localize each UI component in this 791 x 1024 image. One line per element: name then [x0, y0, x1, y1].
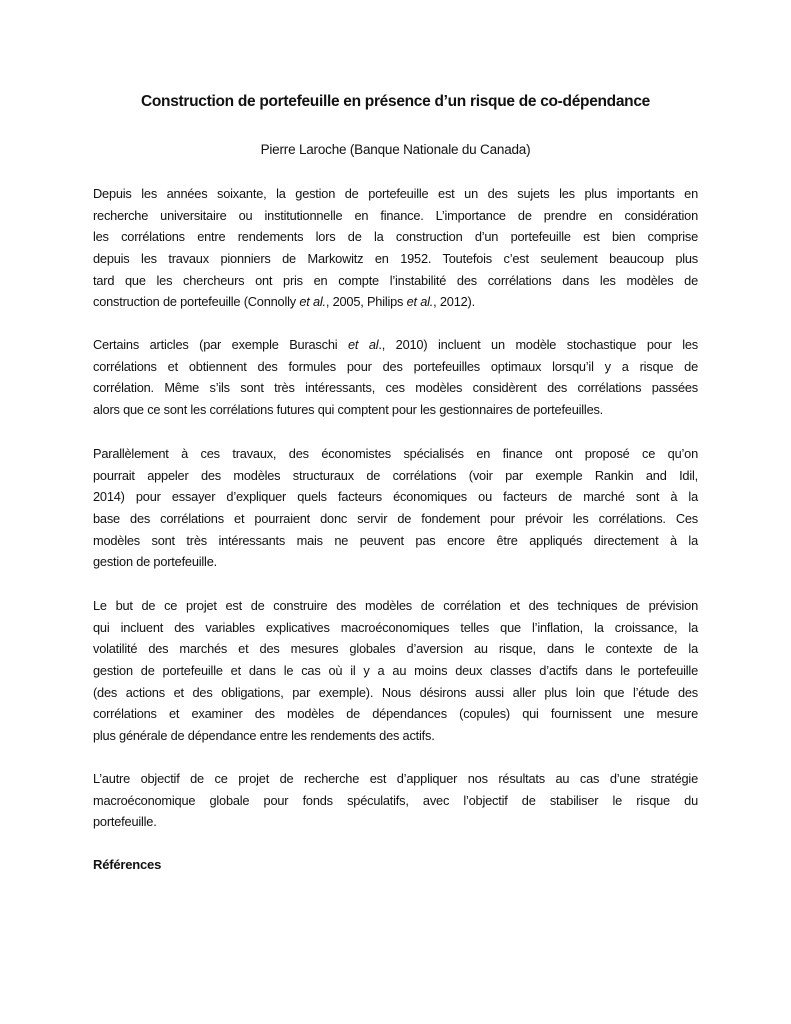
text-segment: corrélation. Même s’ils sont très intéressants, ces modèles considèrent des corrélations passées — [93, 380, 698, 396]
text-segment: ., 2010) incluent un modèle stochastique pour les — [378, 337, 698, 352]
text-segment: depuis les travaux pionniers de Markowitz en 1952. Toutefois c’est seulement beaucoup plus — [93, 251, 698, 267]
text-line — [93, 205, 698, 227]
paragraph-project-goal — [93, 595, 698, 747]
text-segment: Certains articles (par exemple Buraschi — [93, 337, 348, 352]
paragraph-intro — [93, 183, 698, 313]
text-line — [93, 703, 698, 725]
text-line — [93, 399, 698, 421]
text-segment: gestion de portefeuille. — [93, 554, 217, 570]
text-segment: base des corrélations et pourraient donc servir de fondement pour prévoir les corrélations. Ces — [93, 511, 698, 527]
references-heading: Références — [93, 857, 162, 872]
text-line — [93, 768, 698, 790]
text-segment: macroéconomique globale pour fonds spéculatifs, avec l’objectif de stabiliser le risque du — [93, 792, 698, 808]
text-segment: (des actions et des obligations, par exemple). Nous désirons aussi aller plus loin que l’étude des — [93, 684, 698, 700]
text-segment: L’autre objectif de ce projet de recherche est d’appliquer nos résultats au cas d’une stratégie — [93, 771, 698, 786]
document-title: Construction de portefeuille en présence d’un risque de co-dépendance — [141, 93, 650, 110]
text-line — [93, 465, 698, 487]
text-segment: tard que les chercheurs ont pris en compte l’instabilité des corrélations dans les modèles de — [93, 272, 698, 288]
text-segment: Parallèlement à ces travaux, des économistes spécialisés en finance ont proposé ce qu’on — [93, 446, 698, 461]
text-line — [93, 226, 698, 248]
text-line — [93, 377, 698, 399]
text-line — [93, 551, 698, 573]
text-segment: , 2012). — [433, 294, 475, 310]
text-segment: portefeuille. — [93, 814, 157, 830]
paragraph-structural-models — [93, 443, 698, 573]
text-line — [93, 183, 698, 205]
text-line — [93, 638, 698, 660]
text-segment: corrélations et obtiennent des formules pour des portefeuilles optimaux lorsqu’il y a risque de — [93, 358, 698, 374]
text-line — [93, 617, 698, 639]
text-segment: les corrélations entre rendements lors de la construction d’un portefeuille est bien comprise — [93, 229, 698, 245]
text-line — [93, 682, 698, 704]
text-segment: recherche universitaire ou institutionnelle en finance. L’importance de prendre en considération — [93, 207, 698, 223]
text-line — [93, 356, 698, 378]
paragraph-other-objective — [93, 768, 698, 833]
text-line — [93, 508, 698, 530]
text-segment: volatilité des marchés et des mesures globales d’aversion au risque, dans le contexte de la — [93, 641, 698, 657]
italic-text: et al — [347, 337, 379, 352]
text-segment: construction de portefeuille (Connolly — [93, 294, 300, 310]
text-segment: gestion de portefeuille et dans le cas où il y a au moins deux classes d’actifs dans le portefeuille — [93, 663, 698, 679]
text-segment: pourrait appeler des modèles structuraux de corrélations (voir par exemple Rankin and Idil, — [93, 467, 698, 483]
text-segment: 2014) pour essayer d’expliquer quels facteurs économiques ou facteurs de marché sont à la — [93, 489, 698, 505]
text-line — [93, 443, 698, 465]
text-line — [93, 660, 698, 682]
text-line — [93, 270, 698, 292]
text-segment: Depuis les années soixante, la gestion de portefeuille est un des sujets les plus importants en — [93, 186, 698, 201]
text-line — [93, 811, 698, 833]
text-segment: Le but de ce projet est de construire des modèles de corrélation et des techniques de prévision — [93, 598, 698, 613]
text-segment: corrélations et examiner des modèles de dépendances (copules) qui fournissent une mesure — [93, 706, 698, 722]
text-line — [93, 530, 698, 552]
text-segment: alors que ce sont les corrélations futures qui comptent pour les gestionnaires de portefeuilles. — [93, 402, 604, 418]
text-segment: , 2005, Philips — [325, 294, 407, 310]
italic-text: et al. — [299, 294, 326, 310]
text-line — [93, 725, 698, 747]
italic-text: et al. — [406, 294, 434, 310]
text-segment: modèles sont très intéressants mais ne peuvent pas encore être appliqués directement à la — [93, 532, 698, 548]
author-line: Pierre Laroche (Banque Nationale du Canada) — [260, 142, 531, 157]
text-line — [93, 486, 698, 508]
text-line — [93, 334, 698, 356]
text-segment: qui incluent des variables explicatives macroéconomiques telles que l’inflation, la croissance, la — [93, 619, 698, 635]
paragraph-stochastic-models — [93, 334, 698, 421]
text-line — [93, 291, 698, 313]
text-line — [93, 790, 698, 812]
text-line — [93, 248, 698, 270]
text-line — [93, 595, 698, 617]
text-segment: plus générale de dépendance entre les rendements des actifs. — [93, 728, 435, 744]
